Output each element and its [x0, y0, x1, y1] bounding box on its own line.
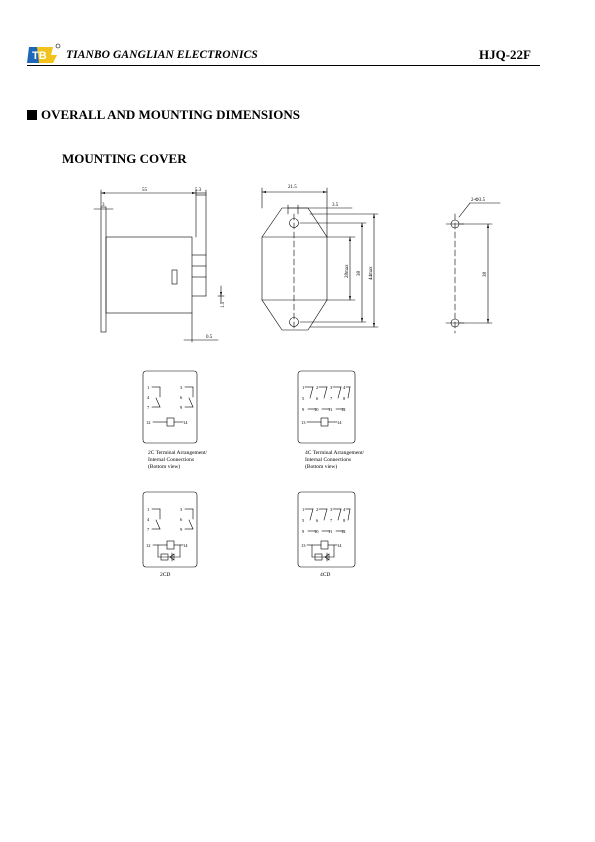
pin-label: 12	[341, 529, 346, 534]
pin-label: 8	[343, 518, 346, 523]
pin-label: 6	[316, 396, 319, 401]
company-name: TIANBO GANGLIAN ELECTRONICS	[66, 49, 258, 61]
pin-label: 12	[146, 420, 151, 425]
pin-label: 6	[180, 395, 183, 400]
pin-label: 10	[314, 407, 319, 412]
pin-label: 2	[316, 385, 319, 390]
side-view	[94, 190, 224, 342]
model-number: HJQ-22F	[479, 47, 531, 62]
pin-label: 7	[147, 527, 150, 532]
pin-label: 12	[341, 407, 346, 412]
caption-2cd: 2CD	[160, 572, 171, 578]
pin-label: 4	[343, 507, 346, 512]
pin-label: 1	[147, 507, 150, 512]
schematic-2cd-box	[143, 492, 197, 567]
dim-side-pin-gap: 0.5	[206, 335, 213, 340]
pin-label: 9	[302, 407, 305, 412]
pin-label: 8	[343, 396, 346, 401]
caption-2c: 2C Terminal Arrangement/ Internal Connections (Bottom view)	[148, 450, 208, 470]
dim-hole-label: 2-Φ3.5	[471, 198, 486, 203]
section-title-text: OVERALL AND MOUNTING DIMENSIONS	[41, 107, 300, 122]
dim-side-length: 55	[142, 188, 147, 193]
dim-front-height-inner: 28max	[345, 264, 350, 278]
schematic-4cd-contacts	[305, 509, 350, 561]
pin-label: 9	[180, 405, 183, 410]
pin-label: 12	[146, 543, 151, 548]
logo-lettering: TB	[32, 50, 47, 62]
pin-label: 13	[301, 420, 306, 425]
pin-label: 7	[147, 405, 150, 410]
pin-label: 2	[316, 507, 319, 512]
pin-label: 6	[316, 518, 319, 523]
pin-label: 14	[183, 543, 188, 548]
pin-label: 7	[330, 396, 333, 401]
pin-label: 4	[147, 395, 150, 400]
caption-4cd: 4CD	[320, 572, 331, 578]
schematic-4c-box	[298, 371, 355, 443]
dim-front-slot: 3.5	[332, 203, 339, 208]
mounting-holes	[446, 203, 500, 333]
pin-label: 9	[302, 529, 305, 534]
pin-label: 14	[337, 420, 342, 425]
dim-hole-spacing: 38	[483, 272, 488, 277]
pin-label: 3	[330, 507, 333, 512]
subsection-title: MOUNTING COVER	[62, 151, 187, 166]
front-view	[262, 188, 378, 330]
pin-label: 10	[314, 529, 319, 534]
pin-label: 13	[301, 543, 306, 548]
pin-label: 4	[343, 385, 346, 390]
pin-label: 6	[180, 517, 183, 522]
pin-label: 14	[183, 420, 188, 425]
dim-front-height-outer: 44max	[369, 266, 374, 280]
caption-4c: 4C Terminal Arrangement/ Internal Connections (Bottom view)	[305, 450, 365, 470]
pin-label: 9	[180, 527, 183, 532]
pin-label: 3	[330, 385, 333, 390]
pin-label: 11	[328, 407, 333, 412]
pin-label: 1	[302, 507, 305, 512]
pin-label: 3	[180, 507, 183, 512]
pin-label: 5	[302, 518, 305, 523]
dim-front-width: 21.5	[288, 185, 297, 190]
pin-label: 5	[302, 396, 305, 401]
pin-label: 11	[328, 529, 333, 534]
pin-label: 3	[180, 385, 183, 390]
pin-label: 7	[330, 518, 333, 523]
pin-label: 14	[337, 543, 342, 548]
dim-side-pin-dia: 1.5	[221, 301, 226, 308]
pin-label: 4	[147, 517, 150, 522]
dim-front-mount: 38	[357, 271, 362, 276]
pin-label: 1	[147, 385, 150, 390]
pin-label: 1	[302, 385, 305, 390]
dim-side-flange: 3	[102, 203, 105, 208]
dim-side-pin: 5.3	[195, 188, 202, 193]
schematic-2cd-contacts	[152, 509, 193, 561]
